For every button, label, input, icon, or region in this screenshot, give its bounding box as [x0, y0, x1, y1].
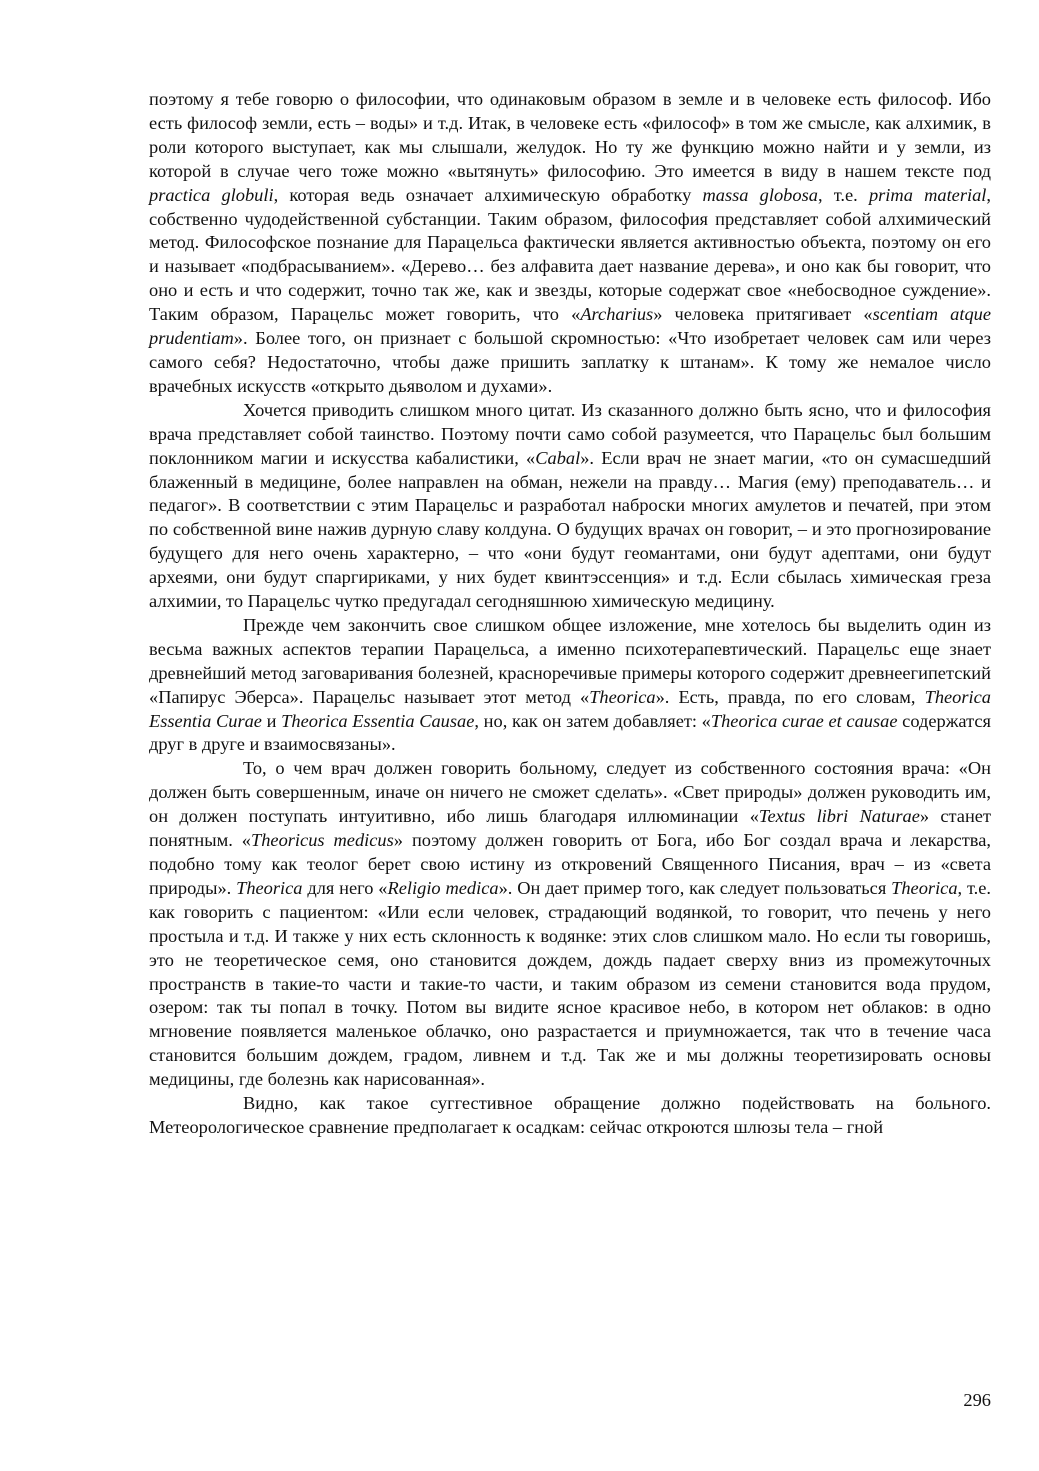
text-run: » поэтому должен говорить от Бога, ибо Бог создал врача и лекарства, подобно тому как теолог берет свою истину из откровений Священного Писания, врач – из «света природы».	[149, 830, 991, 898]
italic-term: scentiam atque prudentiam	[149, 304, 991, 349]
text-run: , т.е.	[817, 184, 869, 205]
text-run: ». Есть, правда, по его словам,	[655, 686, 925, 707]
italic-term: massa globosa	[702, 184, 818, 205]
italic-term: Theoricus medicus	[250, 830, 394, 851]
text-run: , собственно чудодейственной субстанции. Таким образом, философия представляет собой алхимический метод. Философское познание для Парацельса фактически является активностью объекта, поэтому он его и называет «подбрасыванием». «Дерево… без алфавита дает название дерева», и оно как бы говорит, что оно и есть и что содержит, точно так же, как и звезды, которые содержат свое «небосводное суждение». Таким образом, Парацельс может говорить, что «	[149, 184, 992, 325]
text-run: , которая ведь означает алхимическую обработку	[273, 184, 703, 205]
italic-term: prima material	[868, 184, 987, 205]
page-number: 296	[963, 1390, 991, 1410]
italic-term: Theorica	[891, 877, 958, 898]
italic-term: Textus libri Naturae	[758, 806, 920, 827]
text-run: ». Если врач не знает магии, «то он сумасшедший блаженный в медицине, более направлен на обман, нежели на правду… Магия (ему) преподаватель… и педагог». В соответствии с этим Парацельс и разработал наброски многих амулетов и печатей, при этом по собственной вине нажив дурную славу колдуна. О будущих врачах он говорит, – и это прогнозирование будущего для него очень характерно, – что «они будут геомантами, они будут адептами, они будут археями, они будут спаргириками, у них будет квинтэссенция» и т.д. Если сбылась химическая греза алхимии, то Парацельс чутко предугадал сегодняшнюю химическую медицину.	[149, 447, 992, 612]
paragraph	[149, 88, 991, 399]
text-run: То, о чем врач должен говорить больному, следует из собственного состояния врача: «Он должен быть совершенным, иначе он ничего не сможет сделать». «Свет природы» должен руководить им, он должен поступать интуитивно, ибо лишь благодаря иллюминации «	[149, 758, 991, 827]
italic-term: Religio medica	[387, 877, 499, 898]
text-run: , т.е. как говорить с пациентом: «Или если человек, страдающий водянкой, то говорит, что печень у него простыла и т.д. И также у них есть склонность к водянке: этих слов слишком мало. Но если ты говоришь, это не теоретическое семя, оно становится дождем, дождь падает сверху вниз из промежуточных пространств в такие-то части и такие-то части, и таким образом из семени становится вода прудом, озером: так ты попал в точку. Потом вы видите ясное красивое небо, в котором нет облаков: в одно мгновение появляется маленькое облачко, оно разрастается и приумножается, так что в течение часа становится большим дождем, градом, ливнем и т.д. Так же и мы должны теоретизировать основы медицины, где болезнь как нарисованная».	[149, 877, 991, 1090]
text-run: и	[261, 710, 282, 731]
italic-term: practica globuli	[149, 184, 274, 205]
page-body	[149, 88, 991, 1140]
paragraph	[149, 757, 991, 1092]
italic-term: Theorica	[589, 686, 656, 707]
text-run: Хочется приводить слишком много цитат. Из сказанного должно быть ясно, что и философия врача представляет собой таинство. Поэтому почти само собой разумеется, что Парацельс был большим поклонником магии и искусства кабалистики, «	[149, 399, 991, 468]
italic-term: Theorica Essentia Curae	[149, 686, 991, 731]
text-run: » человека притягивает «	[653, 304, 873, 325]
paragraph	[149, 1092, 991, 1140]
text-run: ». Более того, он признает с большой скромностью: «Что изобретает человек сам или через самого себя? Недостаточно, чтобы даже пришить заплатку к штанам». К тому же немалое число врачебных искусств «открыто дьяволом и духами».	[149, 328, 991, 396]
italic-term: Archarius	[580, 304, 654, 325]
text-run: Прежде чем закончить свое слишком общее изложение, мне хотелось бы выделить один из весьма важных аспектов терапии Парацельса, а именно психотерапевтический. Парацельс еще знает древнейший метод заговаривания болезней, красноречивые примеры которого содержит древнеегипетский «Папирус Эберса». Парацельс называет этот метод «	[149, 614, 991, 707]
paragraph	[149, 399, 991, 614]
italic-term: Theorica	[236, 877, 303, 898]
paragraph	[149, 614, 991, 757]
text-run: » станет понятным. «	[149, 806, 992, 851]
italic-term: Theorica Essentia Causae	[281, 710, 475, 731]
text-run: содержатся друг в друге и взаимосвязаны».	[149, 710, 991, 755]
text-run: поэтому я тебе говорю о философии, что одинаковым образом в земле и в человеке есть философ. Ибо есть философ земли, есть – воды» и т.д. Итак, в человеке есть «философ» в том же смысле, как алхимик, в роли которого выступает, как мы слышали, желудок. Но ту же функцию можно найти и у земли, из которой в случае чего тоже можно «вытянуть» философию. Это имеется в виду в нашем тексте под	[149, 89, 991, 181]
text-run: ». Он дает пример того, как следует пользоваться	[498, 877, 892, 898]
text-run: для него «	[302, 877, 388, 898]
text-run: , но, как он затем добавляет: «	[474, 710, 711, 731]
text-run: Видно, как такое суггестивное обращение должно подействовать на больного. Метеорологическое сравнение предполагает к осадкам: сейчас откроются шлюзы тела – гной	[149, 1093, 991, 1137]
italic-term: Theorica curae et causae	[710, 710, 898, 731]
italic-term: Cabal	[535, 447, 581, 468]
